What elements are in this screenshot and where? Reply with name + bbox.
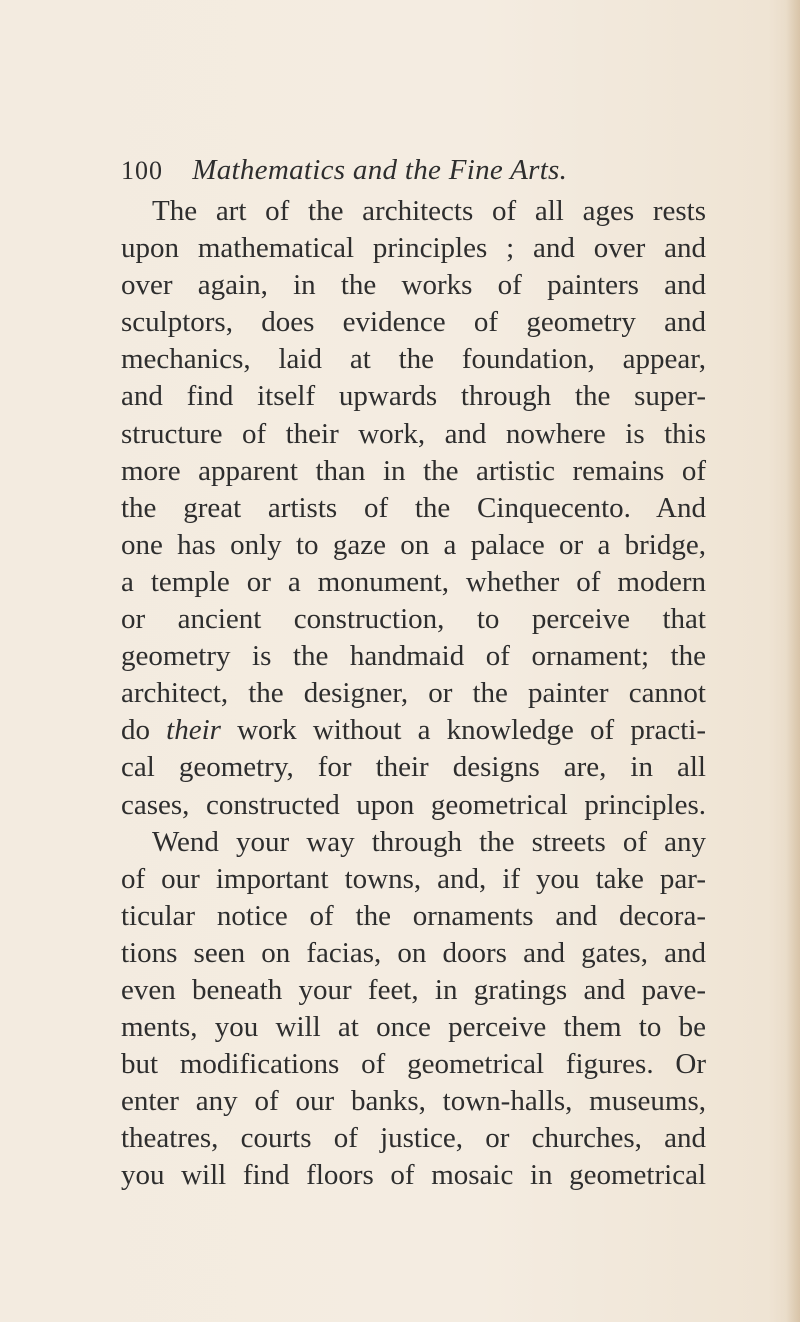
running-title: Mathematics and the Fine Arts. xyxy=(192,154,568,186)
text-line: ticular notice of the ornaments and decora- xyxy=(121,899,706,932)
text-line: sculptors, does evidence of geometry and xyxy=(121,306,706,339)
text-line: one has only to gaze on a palace or a bridge, xyxy=(121,528,706,561)
page-edge-shadow xyxy=(786,0,800,1322)
text-line: you will find floors of mosaic in geometrical xyxy=(121,1159,706,1192)
text-line: a temple or a monument, whether of modern xyxy=(121,565,706,598)
text-line: cal geometry, for their designs are, in all xyxy=(121,751,706,784)
text-line: but modifications of geometrical figures. Or xyxy=(121,1048,706,1081)
body-paragraph xyxy=(121,193,706,1195)
text-line: mechanics, laid at the foundation, appear, xyxy=(121,343,706,376)
text-segment: work without a knowledge of practi- xyxy=(220,714,706,747)
text-line: geometry is the handmaid of ornament; the xyxy=(121,640,706,673)
text-line: cases, constructed upon geometrical principles. xyxy=(121,788,706,821)
text-line: upon mathematical principles ; and over and xyxy=(121,232,706,265)
text-line: over again, in the works of painters and xyxy=(121,269,706,302)
emphasis-their: their xyxy=(166,714,221,747)
text-line: enter any of our banks, town-halls, museums, xyxy=(121,1085,706,1118)
text-line: The art of the architects of all ages rests xyxy=(152,195,706,227)
text-line: ments, you will at once perceive them to be xyxy=(121,1011,706,1044)
text-line: architect, the designer, or the painter cannot xyxy=(121,677,706,710)
text-line: tions seen on facias, on doors and gates, and xyxy=(121,936,706,969)
text-line: more apparent than in the artistic remains of xyxy=(121,454,706,487)
text-line-with-emphasis xyxy=(121,712,706,749)
page-number: 100 xyxy=(121,156,163,185)
text-line: of our important towns, and, if you take par- xyxy=(121,862,706,895)
text-segment: do xyxy=(121,714,167,747)
text-line: Wend your way through the streets of any xyxy=(152,825,706,858)
text-line: theatres, courts of justice, or churches, and xyxy=(121,1122,706,1155)
running-head xyxy=(121,150,721,190)
text-line: and find itself upwards through the super- xyxy=(121,380,706,413)
text-line: or ancient construction, to perceive that xyxy=(121,603,706,636)
text-line: even beneath your feet, in gratings and pave- xyxy=(121,973,706,1006)
text-line: structure of their work, and nowhere is this xyxy=(121,417,706,450)
text-line: the great artists of the Cinquecento. And xyxy=(121,491,706,524)
